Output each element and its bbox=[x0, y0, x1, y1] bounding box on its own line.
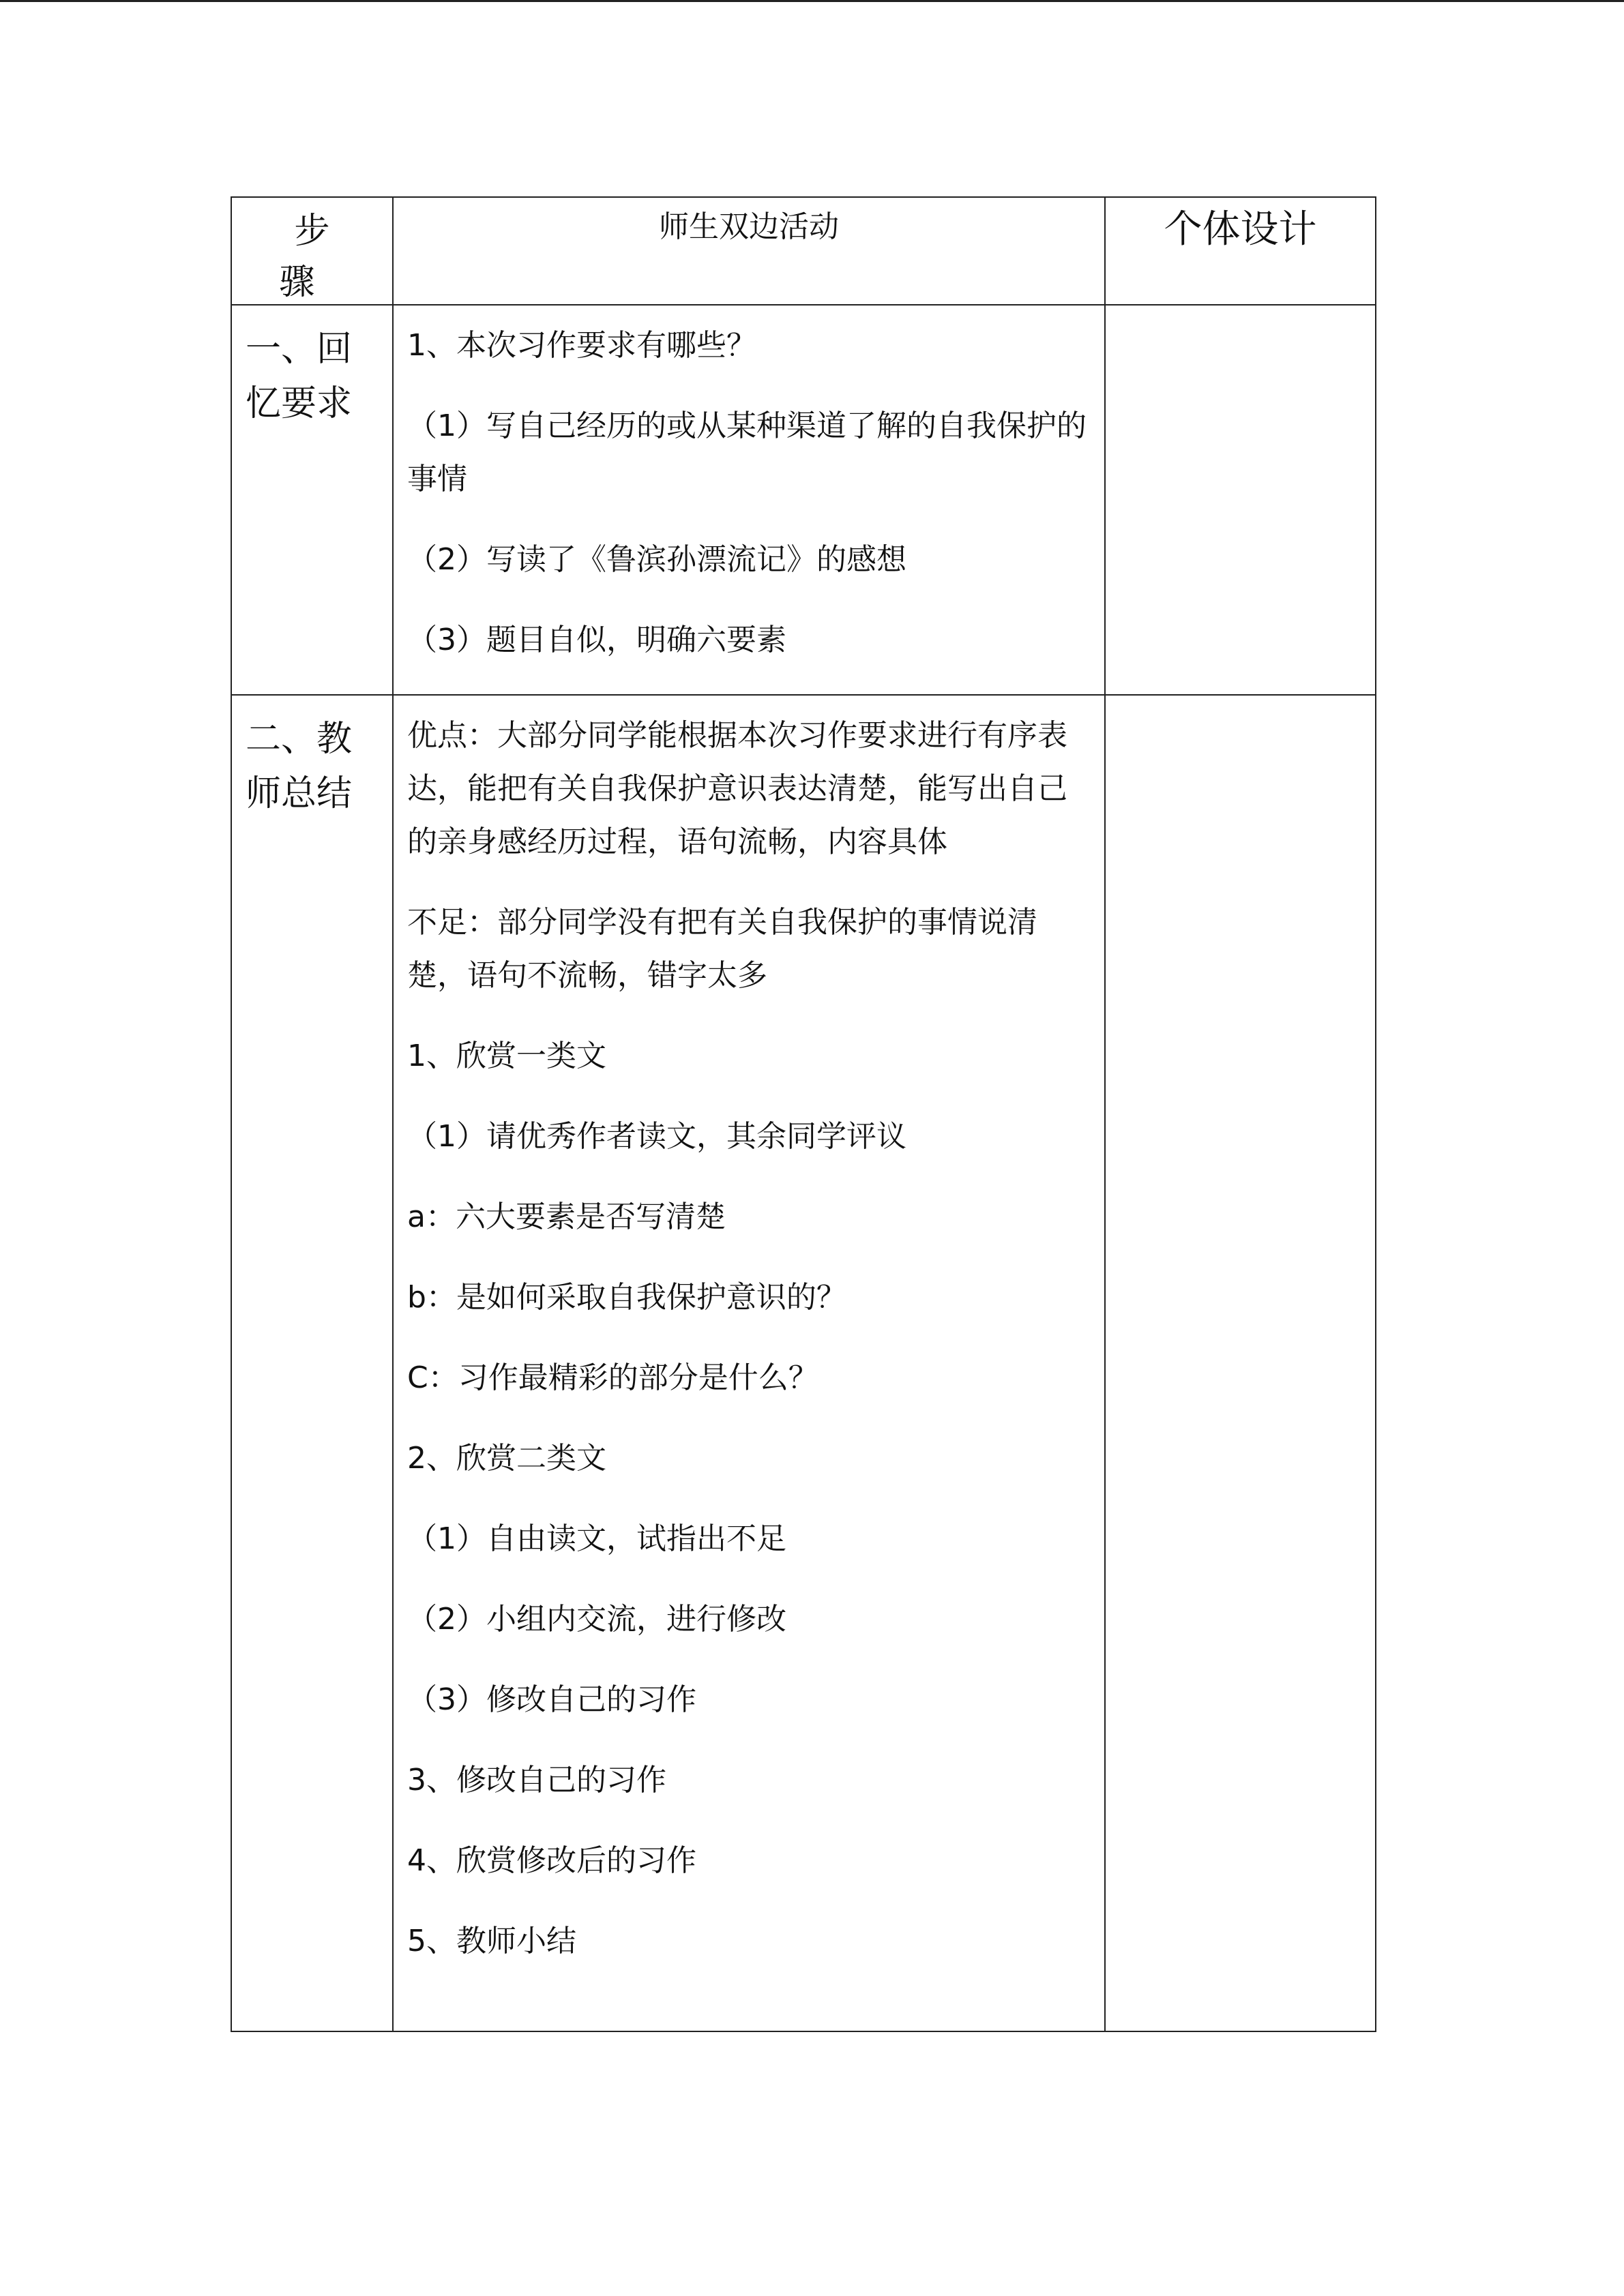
activity-line: （2）写读了《鲁滨孙漂流记》的感想 bbox=[407, 542, 906, 577]
activity-line: a：六大要素是否写清楚 bbox=[407, 1199, 726, 1234]
activity-line: （3）修改自己的习作 bbox=[407, 1682, 696, 1717]
activity-line: 1、本次习作要求有哪些？ bbox=[407, 328, 756, 363]
activity-line: （1）写自己经历的或从某种渠道了解的自我保护的事情 bbox=[407, 408, 1087, 496]
header-step: 步 骤 bbox=[279, 211, 360, 303]
activity-cell bbox=[393, 305, 1105, 695]
activity-line: （1）自由读文，试指出不足 bbox=[407, 1521, 786, 1556]
header-activity: 师生双边活动 bbox=[659, 209, 839, 244]
activity-line: 3、修改自己的习作 bbox=[407, 1763, 666, 1798]
activity-line: 优点：大部分同学能根据本次习作要求进行有序表达，能把有关自我保护意识表达清楚，能写出自己的亲身感经历过程，语句流畅，内容具体 bbox=[407, 718, 1067, 859]
activity-line: 不足：部分同学没有把有关自我保护的事情说清楚，语句不流畅，错字太多 bbox=[407, 905, 1037, 993]
activity-line: b：是如何采取自我保护意识的？ bbox=[407, 1280, 846, 1315]
table-row bbox=[231, 695, 1376, 2031]
header-individual-design: 个体设计 bbox=[1164, 207, 1317, 252]
step-cell bbox=[231, 305, 393, 695]
activity-line: 1、欣赏一类文 bbox=[407, 1039, 606, 1073]
header-step-cell bbox=[231, 197, 393, 305]
lesson-plan-table bbox=[231, 196, 1376, 2032]
individual-design-cell bbox=[1105, 305, 1376, 695]
table-row bbox=[231, 305, 1376, 695]
step-cell bbox=[231, 695, 393, 2031]
step-label: 一、回忆要求 bbox=[246, 329, 353, 424]
activity-cell bbox=[393, 695, 1105, 2031]
top-border-line bbox=[0, 0, 1624, 2]
step-label: 二、教师总结 bbox=[246, 719, 353, 814]
activity-line: 4、欣赏修改后的习作 bbox=[407, 1843, 696, 1878]
header-individual-cell bbox=[1105, 197, 1376, 305]
activity-line: （2）小组内交流，进行修改 bbox=[407, 1602, 786, 1637]
activity-line: （1）请优秀作者读文，其余同学评议 bbox=[407, 1119, 906, 1154]
activity-line: 5、教师小结 bbox=[407, 1924, 576, 1958]
individual-design-cell bbox=[1105, 695, 1376, 2031]
activity-line: C：习作最精彩的部分是什么？ bbox=[407, 1360, 818, 1395]
activity-line: 2、欣赏二类文 bbox=[407, 1441, 606, 1476]
table-header-row bbox=[231, 197, 1376, 305]
activity-line: （3）题目自似，明确六要素 bbox=[407, 623, 786, 657]
header-activity-cell bbox=[393, 197, 1105, 305]
